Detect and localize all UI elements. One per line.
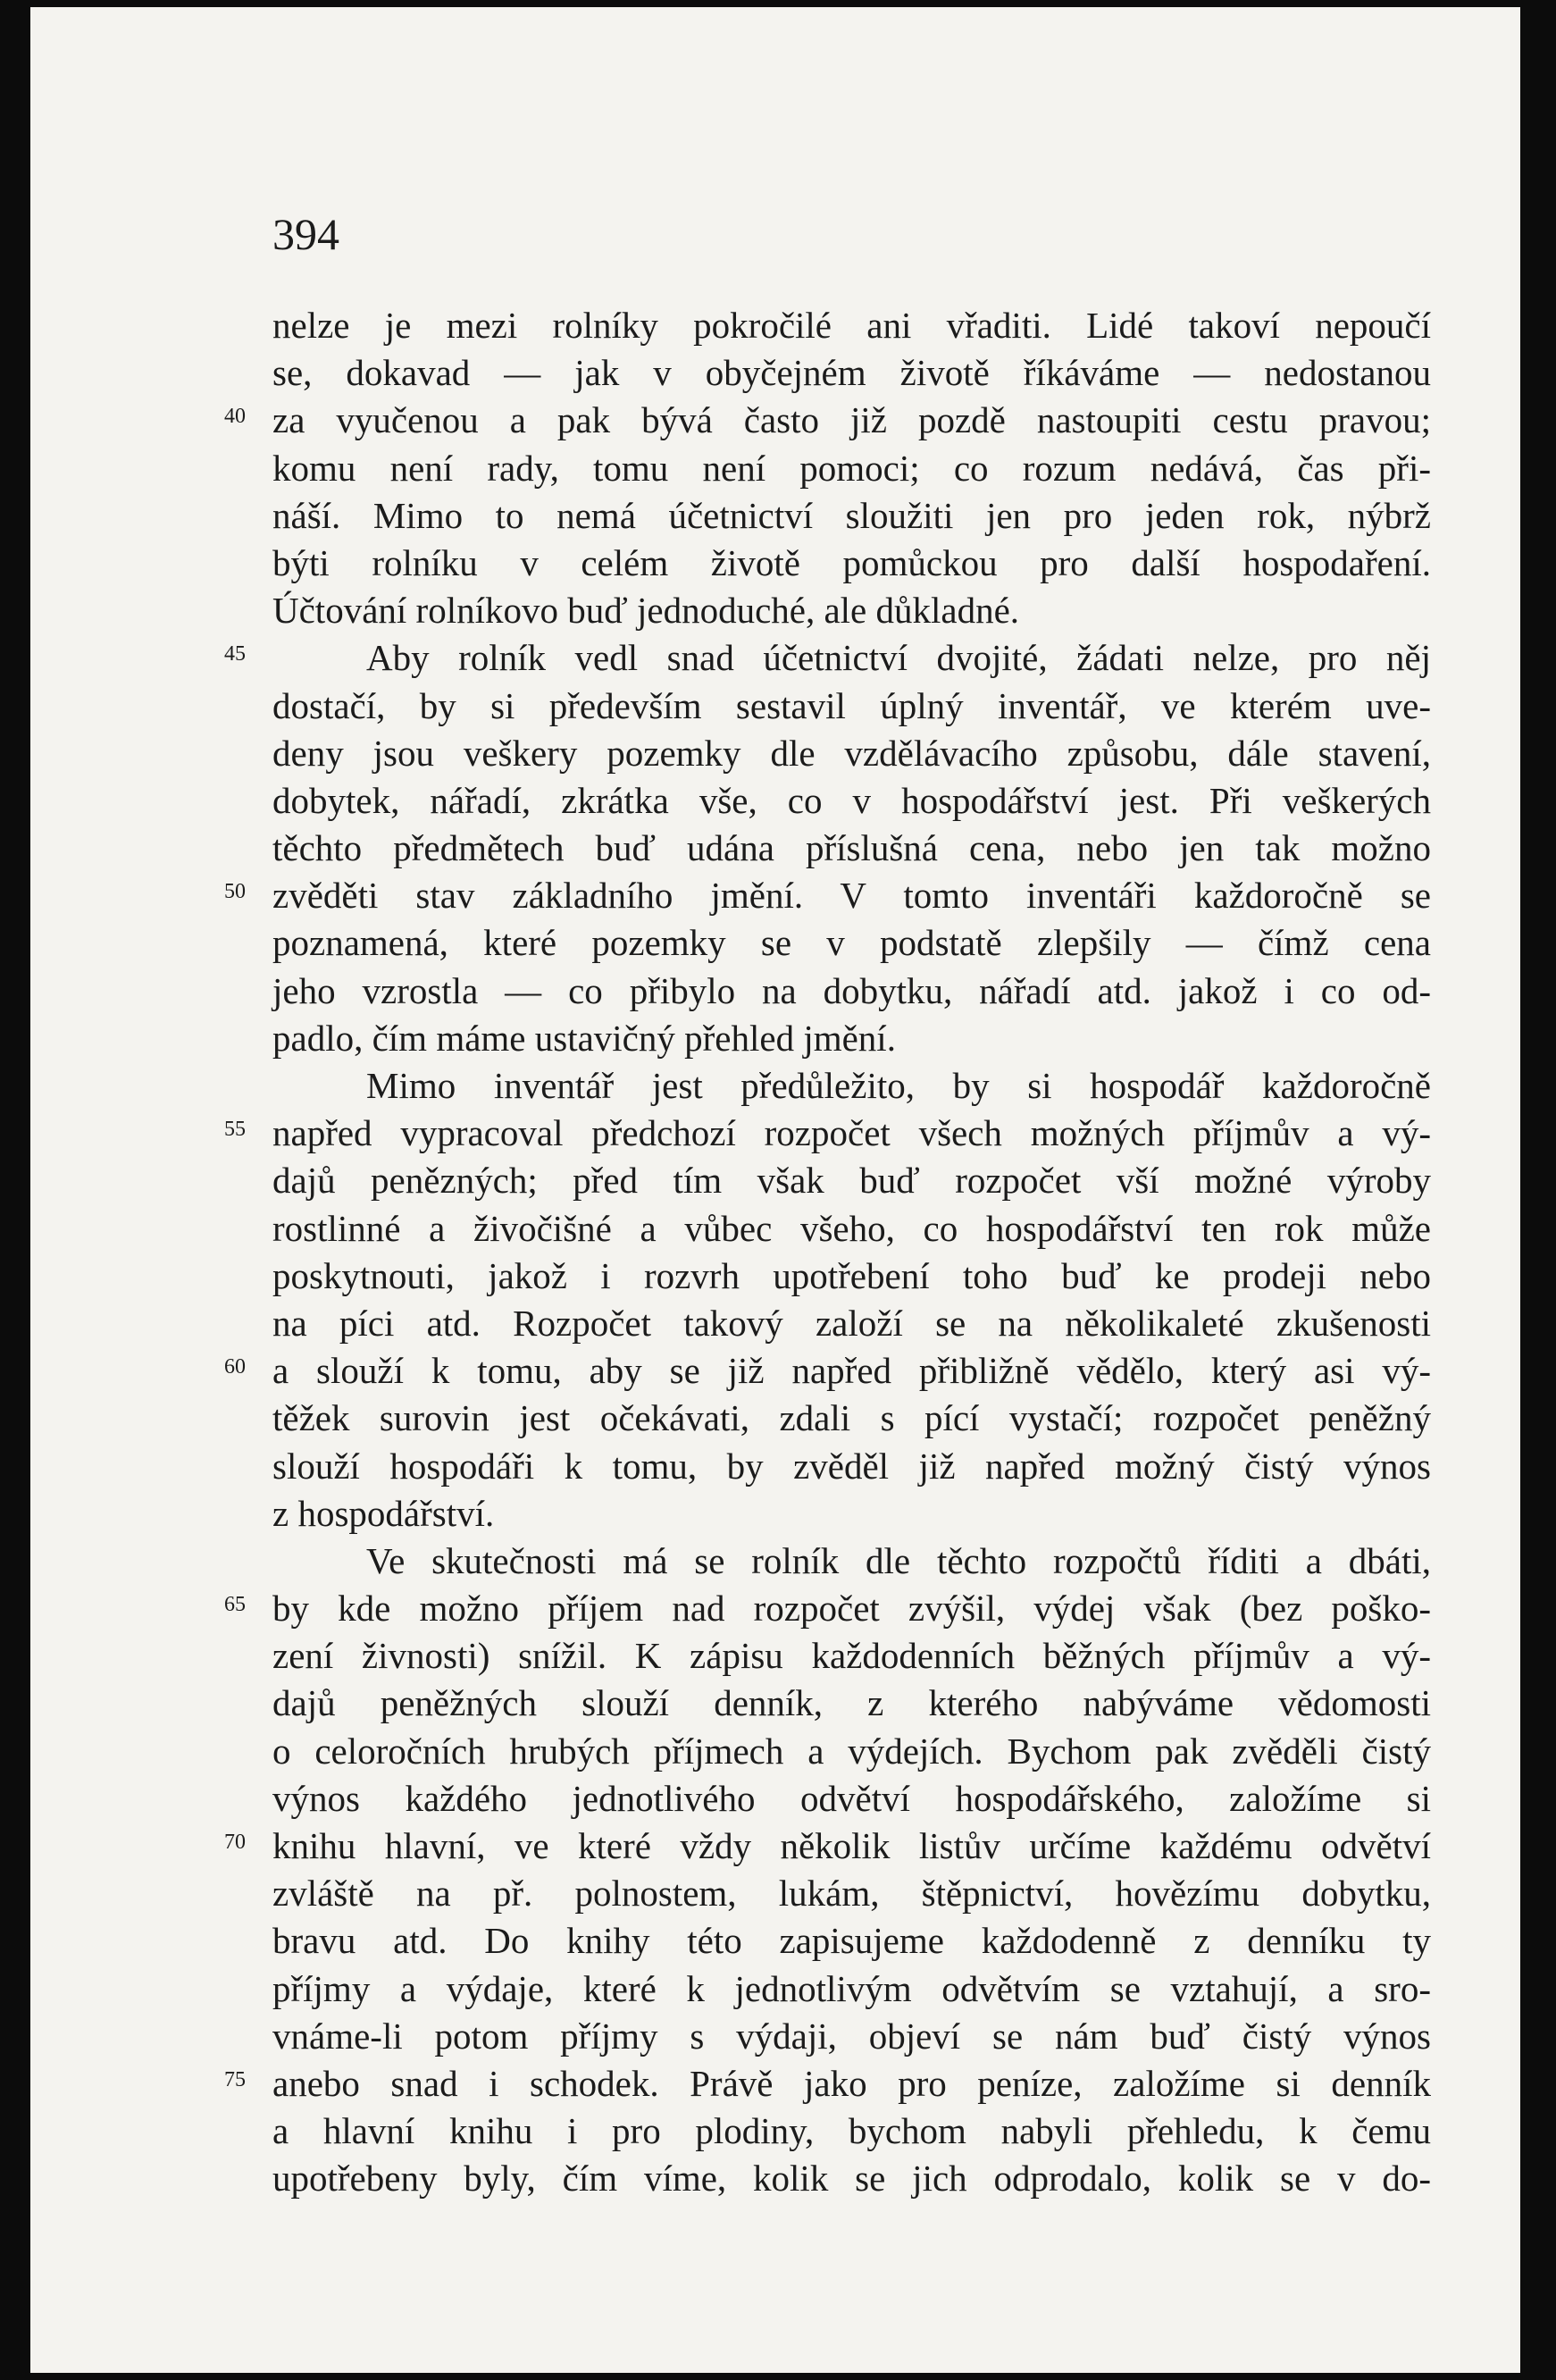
text-line — [272, 1538, 1431, 1585]
text-line — [272, 1728, 1431, 1775]
text-line — [224, 634, 1431, 682]
text-line — [272, 777, 1431, 825]
text-line — [272, 968, 1431, 1015]
line-text: náší. Mimo to nemá účetnictví sloužiti jen pro jeden rok, nýbrž — [272, 494, 1431, 536]
line-text: slouží hospodáři k tomu, by zvěděl již napřed možný čistý výnos — [272, 1445, 1431, 1487]
line-text: a hlavní knihu i pro plodiny, bychom nabyli přehledu, k čemu — [272, 2110, 1431, 2152]
line-text: Aby rolník vedl snad účetnictví dvojité, žádati nelze, pro něj — [366, 637, 1431, 679]
line-text: deny jsou veškery pozemky dle vzdělávacího způsobu, dále stavení, — [272, 732, 1431, 774]
line-number: 75 — [224, 2067, 246, 2091]
line-text: knihu hlavní, ve které vždy několik listův určíme každému odvětví — [272, 1825, 1431, 1866]
line-text: zení živnosti) snížil. K zápisu každodenních běžných příjmův a vý- — [272, 1635, 1431, 1677]
text-line — [272, 492, 1431, 540]
text-line — [224, 2060, 1431, 2108]
text-line — [272, 1680, 1431, 1727]
text-line — [272, 1443, 1431, 1490]
line-number: 40 — [224, 405, 246, 429]
body-text — [224, 302, 1431, 2203]
text-line — [272, 683, 1431, 730]
line-text: za vyučenou a pak bývá často již pozdě nastoupiti cestu pravou; — [272, 399, 1431, 441]
line-text: jeho vzrostla — co přibylo na dobytku, nářadí atd. jakož i co od- — [272, 969, 1431, 1011]
text-line — [224, 1347, 1431, 1395]
text-line — [272, 302, 1431, 349]
line-text: upotřebeny byly, čím víme, kolik se jich odprodalo, kolik se v do- — [272, 2158, 1431, 2200]
text-line — [272, 1775, 1431, 1823]
line-text: výnos každého jednotlivého odvětví hospodářského, založíme si — [272, 1777, 1431, 1819]
line-text: poznamená, které pozemky se v podstatě zlepšily — čímž cena — [272, 922, 1431, 964]
text-line — [272, 1632, 1431, 1680]
text-line — [272, 1870, 1431, 1917]
line-text: na píci atd. Rozpočet takový založí se na několikaleté zkušenosti — [272, 1302, 1431, 1344]
text-line — [272, 1490, 1431, 1538]
line-text: rostlinné a živočišné a vůbec všeho, co hospodářství ten rok může — [272, 1207, 1431, 1249]
page-number: 394 — [272, 209, 339, 259]
text-line — [272, 1395, 1431, 1442]
text-line — [224, 872, 1431, 919]
line-text: se, dokavad — jak v obyčejném životě říkáváme — nedostanou — [272, 352, 1431, 394]
line-text: dajů peněžných slouží denník, z kterého nabýváme vědomosti — [272, 1682, 1431, 1724]
book-page — [30, 7, 1520, 2373]
text-line — [272, 919, 1431, 967]
text-line — [272, 825, 1431, 872]
text-line — [272, 1917, 1431, 1965]
line-text: anebo snad i schodek. Právě jako pro peníze, založíme si denník — [272, 2062, 1431, 2104]
line-text: a slouží k tomu, aby se již napřed přibližně vědělo, který asi vý- — [272, 1350, 1431, 1392]
text-line — [272, 1015, 1431, 1062]
line-text: dajů penězných; před tím však buď rozpočet vší možné výroby — [272, 1160, 1431, 1202]
line-number: 55 — [224, 1118, 246, 1142]
text-line — [224, 1823, 1431, 1870]
text-line — [224, 1585, 1431, 1632]
line-text: komu není rady, tomu není pomoci; co rozum nedává, čas při- — [272, 447, 1431, 489]
text-line — [272, 1965, 1431, 2013]
text-line — [272, 1205, 1431, 1253]
line-number: 70 — [224, 1831, 246, 1854]
line-text: zvláště na př. polnostem, lukám, štěpnictví, hovězímu dobytku, — [272, 1873, 1431, 1915]
line-text: zvěděti stav základního jmění. V tomto inventáři každoročně se — [272, 875, 1431, 917]
line-text: dostačí, by si především sestavil úplný inventář, ve kterém uve- — [272, 684, 1431, 726]
line-text: napřed vypracoval předchozí rozpočet všech možných příjmův a vý- — [272, 1112, 1431, 1154]
line-number: 50 — [224, 880, 246, 904]
text-line — [272, 1300, 1431, 1347]
line-text: Mimo inventář jest předůležito, by si hospodář každoročně — [366, 1065, 1431, 1106]
text-line — [272, 2108, 1431, 2155]
line-text: padlo, čím máme ustavičný přehled jmění. — [272, 1017, 896, 1059]
text-line — [224, 397, 1431, 444]
line-number: 65 — [224, 1593, 246, 1617]
line-number: 45 — [224, 642, 246, 666]
text-line — [224, 1110, 1431, 1157]
text-line — [272, 587, 1431, 634]
line-text: Účtování rolníkovo buď jednoduché, ale důkladné. — [272, 590, 1020, 632]
text-line — [272, 2155, 1431, 2202]
text-line — [272, 1157, 1431, 1204]
text-line — [272, 445, 1431, 492]
text-line — [272, 540, 1431, 587]
text-line — [272, 730, 1431, 777]
line-text: poskytnouti, jakož i rozvrh upotřebení toho buď ke prodeji nebo — [272, 1254, 1431, 1296]
line-text: by kde možno příjem nad rozpočet zvýšil, výdej však (bez poško- — [272, 1588, 1431, 1630]
text-line — [272, 2013, 1431, 2060]
line-text: příjmy a výdaje, které k jednotlivým odvětvím se vztahují, a sro- — [272, 1967, 1431, 2009]
line-text: dobytek, nářadí, zkrátka vše, co v hospodářství jest. Při veškerých — [272, 779, 1431, 821]
line-text: nelze je mezi rolníky pokročilé ani vřaditi. Lidé takoví nepoučí — [272, 305, 1431, 346]
text-line — [272, 1253, 1431, 1300]
line-text: těžek surovin jest očekávati, zdali s pící vystačí; rozpočet peněžný — [272, 1397, 1431, 1439]
line-text: býti rolníku v celém životě pomůckou pro další hospodaření. — [272, 541, 1431, 583]
text-line — [272, 349, 1431, 397]
line-text: bravu atd. Do knihy této zapisujeme každodenně z denníku ty — [272, 1920, 1431, 1962]
line-text: o celoročních hrubých příjmech a výdejích. Bychom pak zvěděli čistý — [272, 1730, 1431, 1772]
line-text: Ve skutečnosti má se rolník dle těchto rozpočtů říditi a dbáti, — [366, 1539, 1431, 1581]
line-text: z hospodářství. — [272, 1492, 495, 1534]
line-text: vnáme-li potom příjmy s výdaji, objeví se nám buď čistý výnos — [272, 2015, 1431, 2057]
text-line — [272, 1062, 1431, 1110]
line-number: 60 — [224, 1355, 246, 1379]
line-text: těchto předmětech buď udána příslušná cena, nebo jen tak možno — [272, 827, 1431, 869]
